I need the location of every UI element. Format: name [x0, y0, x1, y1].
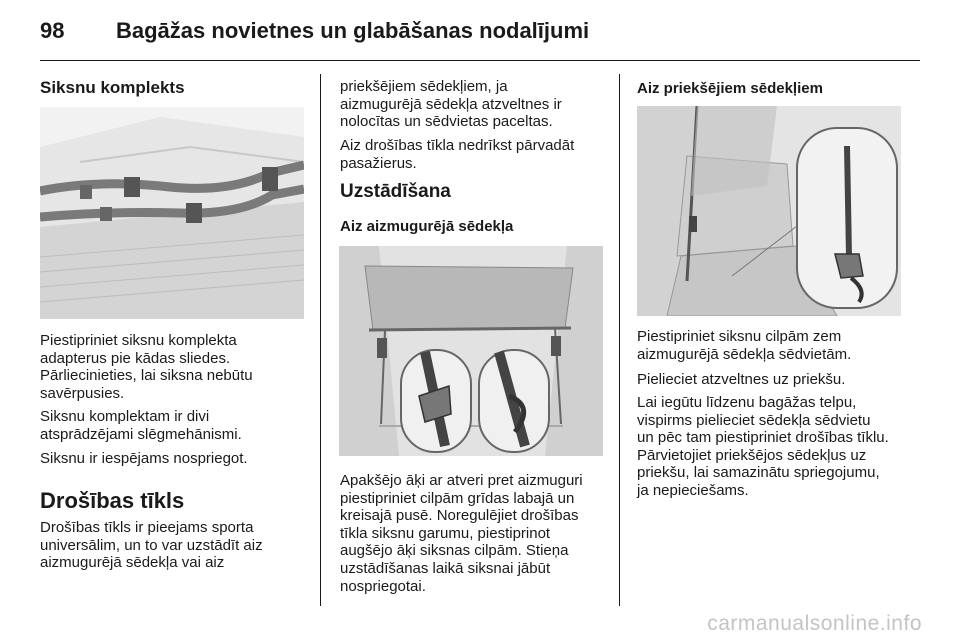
header-divider: [40, 60, 920, 61]
strap-kit-figure: [40, 107, 304, 319]
safety-net-paragraph-1-cont: priekšējiem sēdekļiem, ja aizmugurējā sēdekļa atzveltnes ir nolocītas un sēdvietas paceltas.: [340, 78, 562, 131]
section-heading-safety-net: Drošības tīkls: [40, 488, 185, 513]
rear-seat-instructions: Apakšējo āķi ar atveri pret aizmuguri piestipriniet cilpām grīdas labajā un kreisajā pusē. Noregulējiet drošības tīkla siksnu garumu, piestiprinot augšējo āķi siksnas cilpām. Stieņa uzstādīšanas laikā siksnai jābūt nospriegotai.: [340, 472, 583, 595]
strap-kit-paragraph-2: Siksnu komplektam ir divi atsprādzējami slēgmehānismi.: [40, 408, 242, 443]
subsection-heading-installation: Uzstādīšana: [340, 181, 451, 202]
front-seat-paragraph-2: Pielieciet atzveltnes uz priekšu.: [637, 371, 846, 388]
safety-net-paragraph-2: Aiz drošības tīkla nedrīkst pārvadāt pasažierus.: [340, 137, 575, 172]
strap-kit-paragraph-1: Piestipriniet siksnu komplekta adapterus pie kādas sliedes. Pārliecinieties, lai siksna nebūtu savērpusies.: [40, 332, 253, 402]
front-seat-net-figure: [637, 106, 901, 316]
column-divider-left: [320, 74, 321, 606]
strap-kit-paragraph-3: Siksnu ir iespējams nospriegot.: [40, 450, 248, 467]
subheading-behind-front-seats: Aiz priekšējiem sēdekļiem: [637, 80, 823, 97]
column-divider-right: [619, 74, 620, 606]
section-heading-strap-kit: Siksnu komplekts: [40, 78, 185, 97]
rear-seat-net-figure: [339, 246, 603, 456]
page-title: Bagāžas novietnes un glabāšanas nodalījumi: [116, 18, 590, 43]
subheading-behind-rear-seat: Aiz aizmugurējā sēdekļa: [340, 218, 514, 235]
watermark: carmanualsonline.info: [707, 612, 922, 635]
safety-net-paragraph-1: Drošības tīkls ir pieejams sporta universālim, un to var uzstādīt aiz aizmugurējā sēdekļa vai aiz: [40, 519, 263, 572]
page-number: 98: [40, 18, 65, 43]
front-seat-paragraph-3: Lai iegūtu līdzenu bagāžas telpu, vispirms pielieciet sēdekļa sēdvietu un pēc tam piestipriniet drošības tīklu. Pārvietojiet priekšējos sēdekļus uz priekšu, lai samazinātu spriegojumu, ja nepieciešams.: [637, 394, 889, 499]
front-seat-paragraph-1: Piestipriniet siksnu cilpām zem aizmugurējā sēdekļa sēdvietām.: [637, 328, 852, 363]
